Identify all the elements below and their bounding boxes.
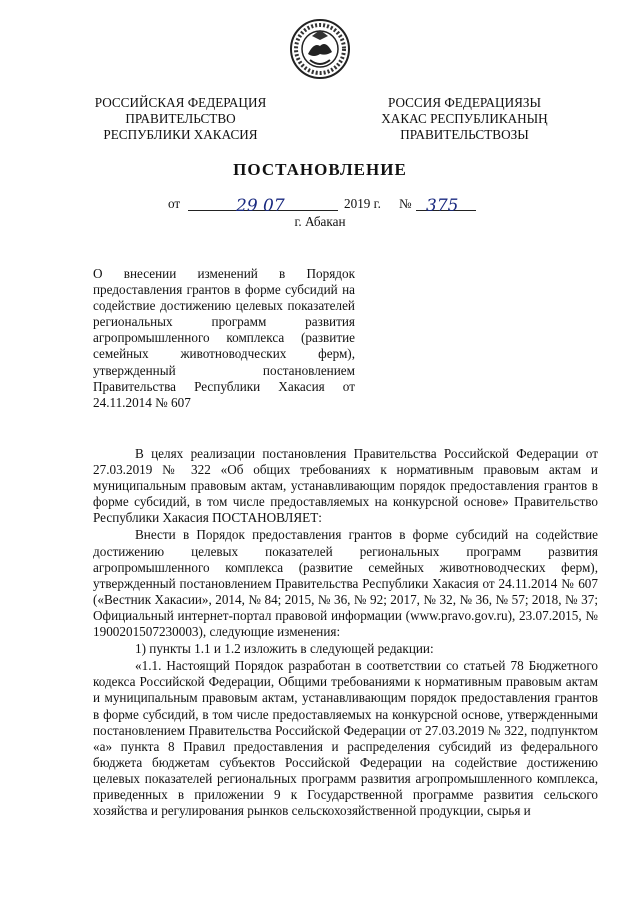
header-left-line: РЕСПУБЛИКИ ХАКАСИЯ xyxy=(103,127,258,142)
date-year: 2019 г. xyxy=(344,196,381,211)
body-paragraph: 1) пункты 1.1 и 1.2 изложить в следующей редакции: xyxy=(135,641,434,657)
dateline xyxy=(168,196,488,214)
header-left xyxy=(78,95,283,143)
date-prefix: от xyxy=(168,196,181,211)
handwritten-number: 375 xyxy=(426,196,459,216)
body-paragraph: «1.1. Настоящий Порядок разработан в соответствии со статьей 78 Бюджетного кодекса Российской Федерации, Общими требованиями к нормативным правовым актам и муниципальным правовым актам, устанавливающим порядок предоставления грантов в форме субсидий, в том числе предоставляемых на конкурсной основе, утвержденными постановлением Правительства Российской Федерации от 27.03.2019 № 322, подпунктом «а» пункта 8 Правил предоставления и распределения субсидий из федерального бюджета бюджетам субъектов Российской Федерации на содействие достижению целевых показателей региональных программ развития агропромышленного комплекса, приведенных в приложении 9 к Государственной программе развития сельского хозяйства и регулирования рынков сельскохозяйственной продукции, сырья и xyxy=(93,658,598,819)
header-left-line: ПРАВИТЕЛЬСТВО xyxy=(125,111,236,126)
header-right-line: ХАКАС РЕСПУБЛИКАНЫҢ xyxy=(381,111,548,126)
body-paragraph: В целях реализации постановления Правительства Российской Федерации от 27.03.2019 № 322 «Об общих требованиях к нормативным правовым актам и муниципальным правовым актам, устанавливающим порядок предоставления грантов в форме субсидий, в том числе предоставляемых на конкурсной основе» Правительство Республики Хакасия ПОСТАНОВЛЯЕТ: xyxy=(93,446,598,526)
document-title: ПОСТАНОВЛЕНИЕ xyxy=(233,160,407,179)
document-subject: О внесении изменений в Порядок предоставления грантов в форме субсидий на содействие достижению целевых показателей региональных программ развития агропромышленного комплекса (развитие семейных животноводческих ферм), утвержденный постановлением Правительства Республики Хакасия от 24.11.2014 № 607 xyxy=(93,266,355,410)
document-body xyxy=(93,446,598,819)
header-left-line: РОССИЙСКАЯ ФЕДЕРАЦИЯ xyxy=(94,95,267,110)
city: г. Абакан xyxy=(294,214,346,229)
header-right-line: ПРАВИТЕЛЬСТВОЗЫ xyxy=(400,127,529,142)
handwritten-date: 29 07 xyxy=(236,196,285,216)
header-right xyxy=(362,95,567,143)
header-right-line: РОССИЯ ФЕДЕРАЦИЯЗЫ xyxy=(387,95,542,110)
body-paragraph: Внести в Порядок предоставления грантов в форме субсидий на содействие достижению целевых показателей региональных программ развития агропромышленного комплекса (развитие семейных животноводческих ферм), утвержденный постановлением Правительства Республики Хакасия от 24.11.2014 № 607 («Вестник Хакасии», 2014, № 84; 2015, № 36, № 92; 2017, № 32, № 36, № 57; 2018, № 37; Официальный интернет-портал правовой информации (www.pravo.gov.ru), 23.07.2015, № 1900201507230003), следующие изменения: xyxy=(93,527,598,640)
number-sign: № xyxy=(399,196,412,211)
coat-of-arms-emblem xyxy=(290,18,350,80)
